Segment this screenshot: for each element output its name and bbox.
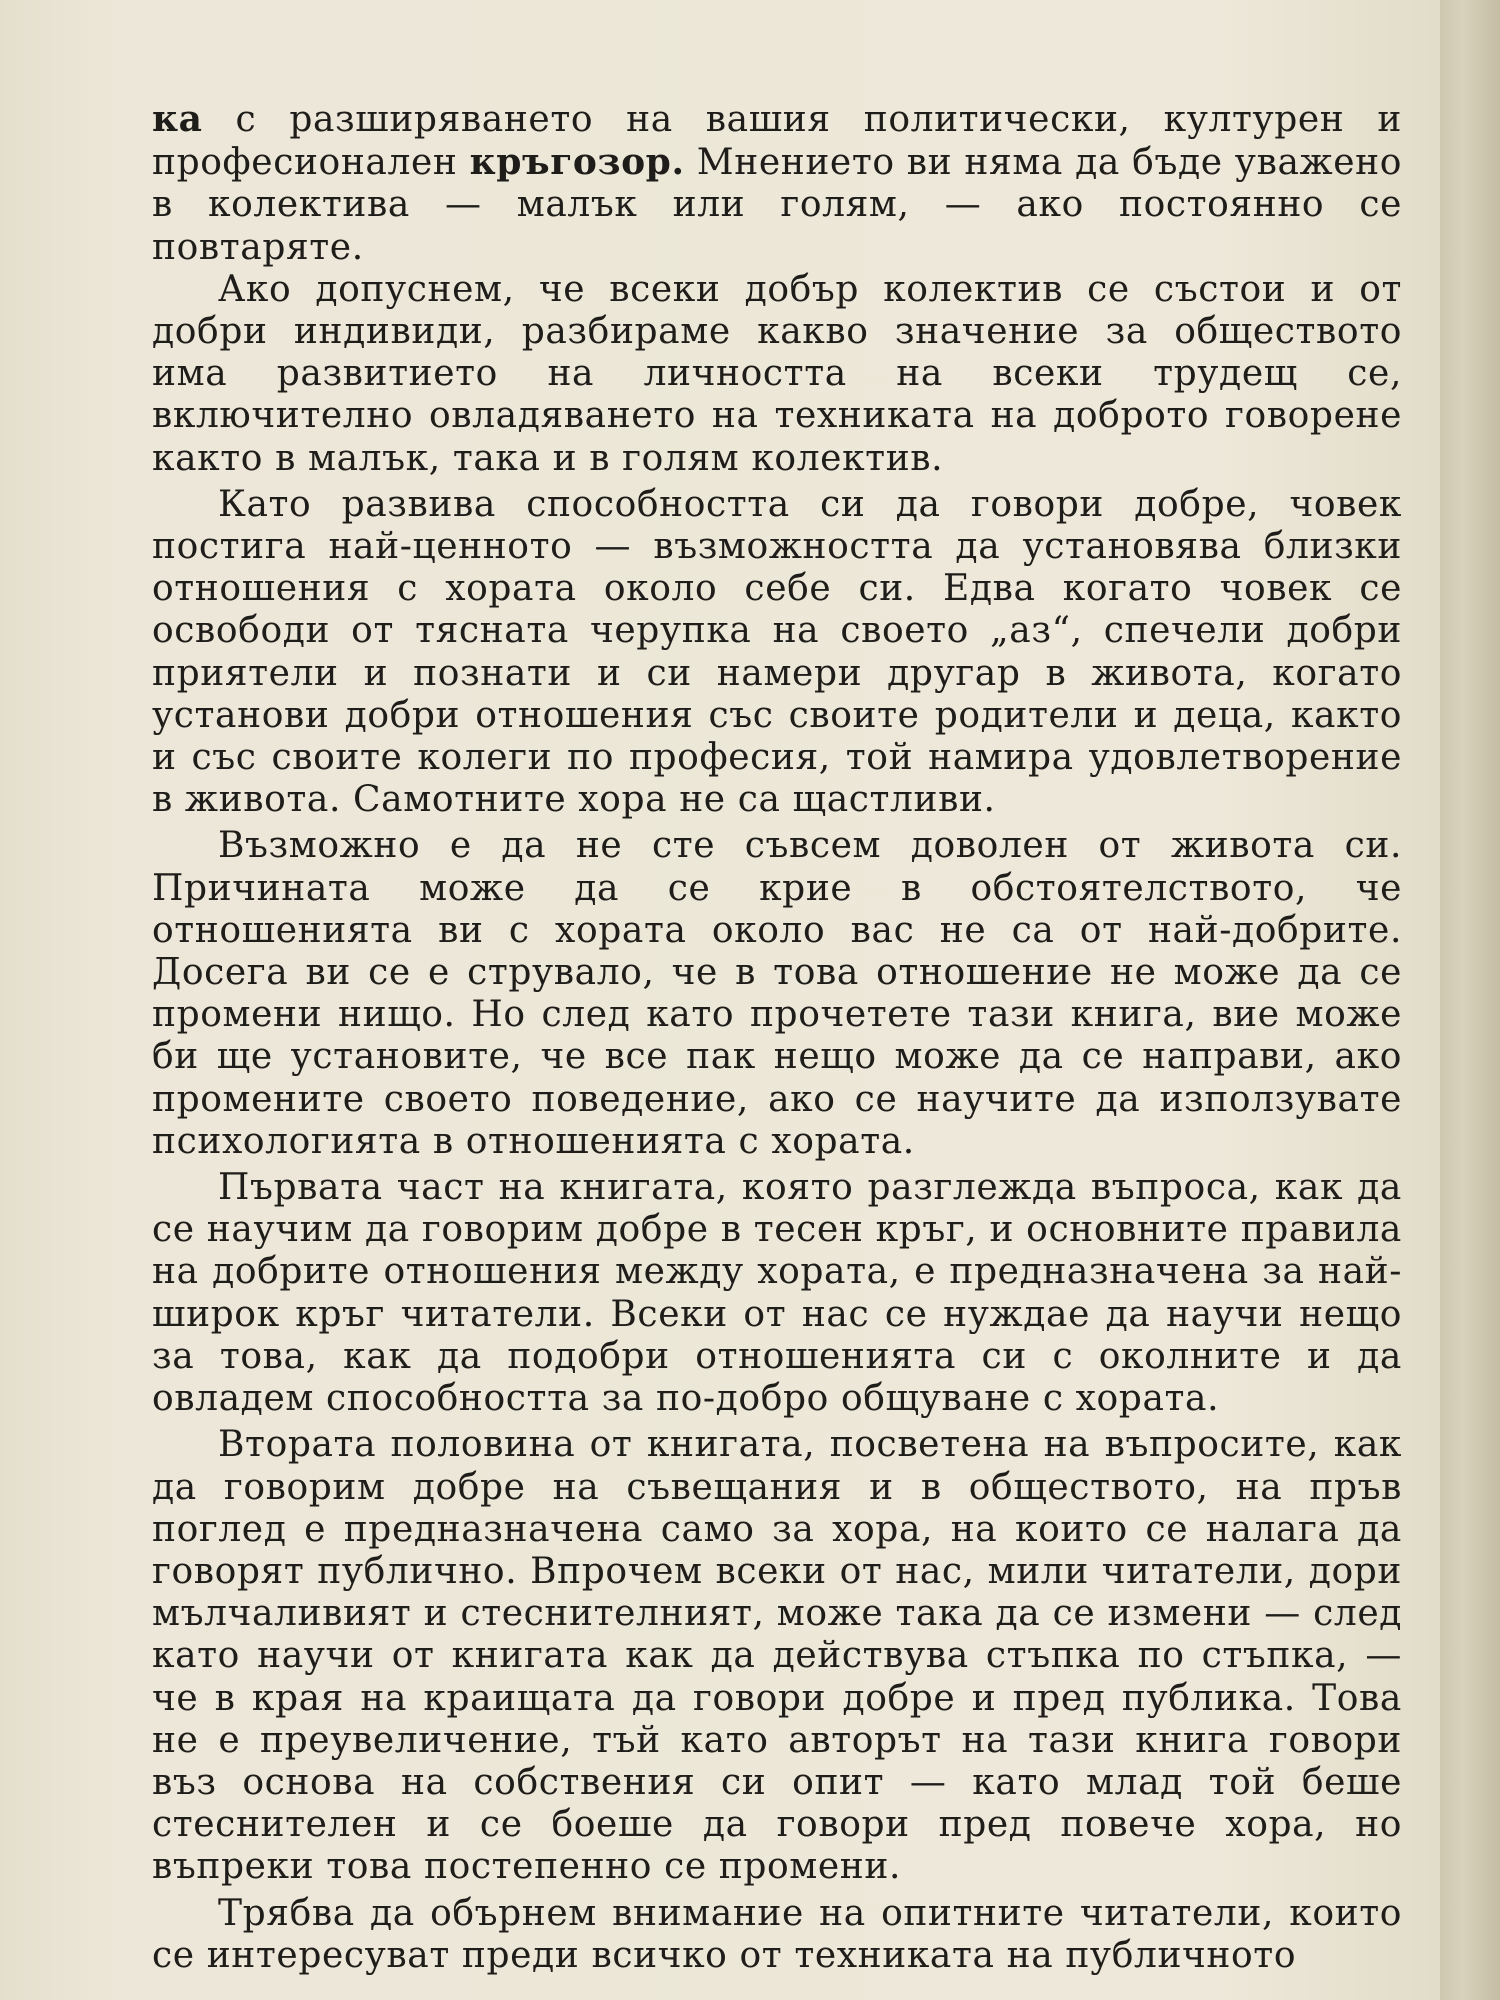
paragraph-3: Като развива способността си да говори добре, човек постига най-ценното — възможността да установява близки отношения с хората около себе си. Едва когато човек се освободи от тясната черупка на своето „аз“, спечели добри приятели и познати и си намери другар в живота, когато установи добри отношения със своите родители и деца, както и със своите колеги по професия, той намира удовлетворение в живота. Самотните хора не са щастливи.: [152, 483, 1402, 821]
paragraph-5: Първата част на книгата, която разглежда въпроса, как да се научим да говорим добре в тесен кръг, и основните правила на добрите отношения между хората, е предназначена за най-широк кръг читатели. Всеки от нас се нуждае да научи нещо за това, как да подобри отношенията си с околните и да овладем способността за по-добро общуване с хората.: [152, 1167, 1402, 1420]
paragraph-1-lead-bold: ка: [152, 98, 203, 140]
paragraph-1-bold-term: кръгозор.: [469, 141, 685, 184]
paragraph-2: Ако допуснем, че всеки добър колектив се състои и от добри индивиди, разбираме какво значение за обществото има развитието на личността на всеки трудещ се, включително овладяването на техниката на доброто говорене както в малък, така и в голям колектив.: [152, 268, 1402, 479]
body-text: [152, 98, 1402, 1977]
paragraph-7: Трябва да обърнем внимание на опитните читатели, които се интересуват преди всичко от техниката на публичното: [152, 1892, 1402, 1976]
paragraph-1-text-after-bold: Мнението ви няма да бъде уважено в колектива — малък или голям, — ако постоянно се повтаряте.: [152, 142, 1402, 268]
paragraph-1-text-before-bold: с разширяването на вашия политически, културен и професионален: [152, 99, 1402, 184]
paragraph-1: [152, 98, 1402, 269]
book-gutter: [1440, 0, 1500, 2000]
paragraph-6: Втората половина от книгата, посветена на въпросите, как да говорим добре на съвещания и в обществото, на пръв поглед е предназначена само за хора, на които се налага да говорят публично. Впрочем всеки от нас, мили читатели, дори мълчаливият и стеснителният, може така да се измени — след като научи от книгата как да действува стъпка по стъпка, — че в края на краищата да говори добре и пред публика. Това не е преувеличение, тъй като авторът на тази книга говори въз основа на собствения си опит — като млад той беше стеснителен и се боеше да говори пред повече хора, но въпреки това постепенно се промени.: [152, 1424, 1402, 1888]
paragraph-4: Възможно е да не сте съвсем доволен от живота си. Причината може да се крие в обстоятелството, че отношенията ви с хората около вас не са от най-добрите. Досега ви се е струвало, че в това отношение не може да се промени нищо. Но след като прочетете тази книга, вие може би ще установите, че все пак нещо може да се направи, ако промените своето поведение, ако се научите да използувате психологията в отношенията с хората.: [152, 825, 1402, 1162]
